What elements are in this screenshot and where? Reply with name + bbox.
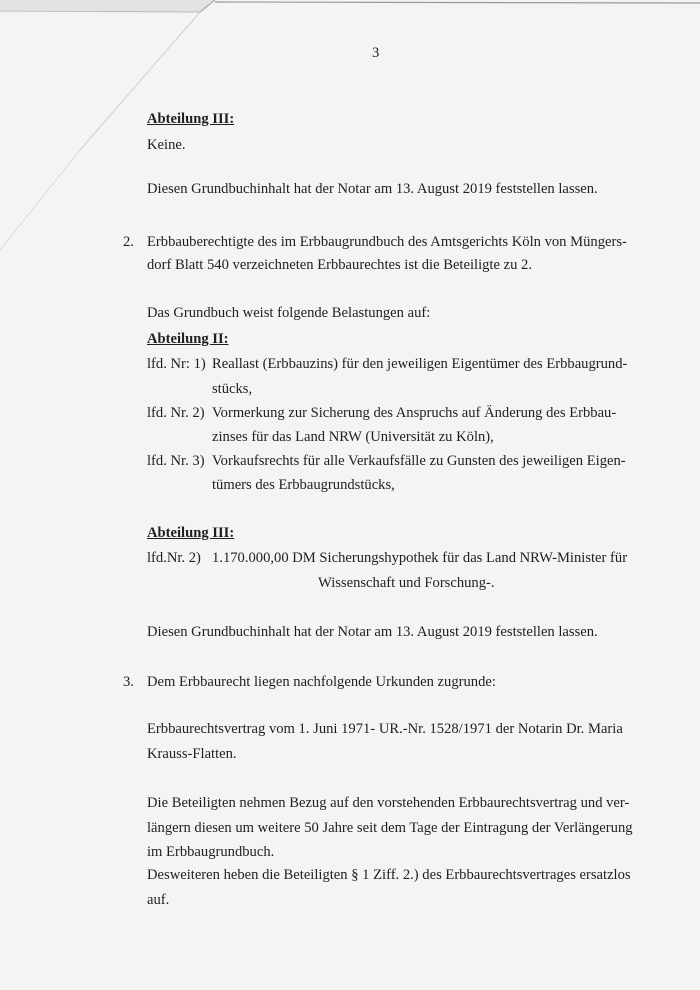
paragraph-line: Die Beteiligten nehmen Bezug auf den vorstehenden Erbbaurechtsvertrag und ver-: [147, 795, 630, 811]
abteilung-ii-heading: Abteilung II:: [147, 331, 229, 347]
paragraph-line: längern diesen um weitere 50 Jahre seit dem Tage der Eintragung der Verlängerung: [147, 820, 633, 836]
entry-label: lfd.Nr. 2): [147, 550, 201, 566]
entry-label: lfd. Nr: 1): [147, 356, 206, 372]
page-number: 3: [372, 45, 380, 61]
entry-text: stücks,: [212, 381, 253, 397]
entry-label: lfd. Nr. 3): [147, 453, 205, 469]
belastungen-intro: Das Grundbuch weist folgende Belastungen auf:: [147, 305, 431, 321]
paragraph-line: dorf Blatt 540 verzeichneten Erbbaurechtes ist die Beteiligte zu 2.: [147, 257, 532, 273]
paragraph-line: auf.: [147, 892, 170, 908]
entry-text: tümers des Erbbaugrundstücks,: [212, 477, 395, 493]
paragraph-line: Erbbauberechtigte des im Erbbaugrundbuch des Amtsgerichts Köln von Müngers-: [147, 234, 627, 250]
paragraph-line: Dem Erbbaurecht liegen nachfolgende Urkunden zugrunde:: [147, 674, 496, 690]
item-number: 3.: [123, 674, 134, 690]
paragraph-line: Krauss-Flatten.: [147, 746, 237, 762]
abteilung-iii-heading: Abteilung III:: [147, 111, 235, 127]
paragraph-line: im Erbbaugrundbuch.: [147, 844, 275, 860]
keine-text: Keine.: [147, 137, 186, 153]
entry-text: Vormerkung zur Sicherung des Anspruchs auf Änderung des Erbbau-: [212, 405, 617, 421]
abteilung-iii-heading: Abteilung III:: [147, 525, 235, 541]
entry-text: 1.170.000,00 DM Sicherungshypothek für das Land NRW-Minister für: [212, 550, 628, 566]
paragraph-line: Desweiteren heben die Beteiligten § 1 Ziff. 2.) des Erbbaurechtsvertrages ersatzlos: [147, 867, 631, 883]
entry-text: zinses für das Land NRW (Universität zu Köln),: [212, 429, 494, 445]
paragraph-line: Erbbaurechtsvertrag vom 1. Juni 1971- UR.-Nr. 1528/1971 der Notarin Dr. Maria: [147, 721, 623, 737]
entry-label: lfd. Nr. 2): [147, 405, 205, 421]
item-number: 2.: [123, 234, 134, 250]
grundbuch-note: Diesen Grundbuchinhalt hat der Notar am 13. August 2019 feststellen lassen.: [147, 624, 598, 640]
entry-text: Vorkaufsrechts für alle Verkaufsfälle zu Gunsten des jeweiligen Eigen-: [212, 453, 626, 469]
entry-text: Wissenschaft und Forschung-.: [318, 575, 495, 591]
grundbuch-note: Diesen Grundbuchinhalt hat der Notar am 13. August 2019 feststellen lassen.: [147, 181, 598, 197]
entry-text: Reallast (Erbbauzins) für den jeweiligen Eigentümer des Erbbaugrund-: [212, 356, 628, 372]
